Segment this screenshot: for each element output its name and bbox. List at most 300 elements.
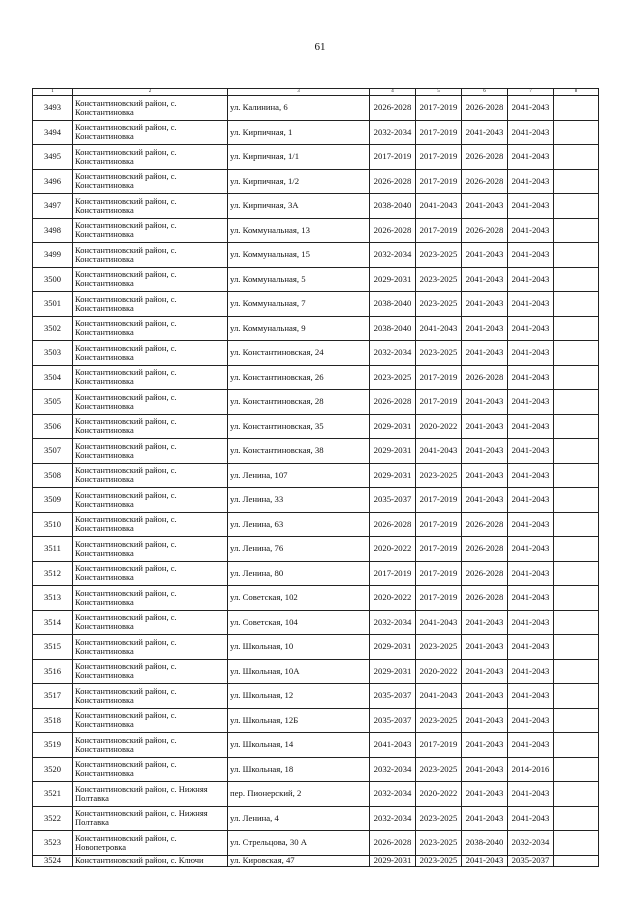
- notes-cell: [554, 684, 599, 709]
- district-cell: Константиновский район, с. Константиновка: [73, 561, 228, 586]
- period-cell: 2041-2043: [370, 733, 416, 758]
- period-cell: 2032-2034: [508, 831, 554, 856]
- address-cell: ул. Коммунальная, 13: [228, 218, 370, 243]
- table-row: [33, 512, 599, 537]
- period-cell: 2035-2037: [508, 855, 554, 866]
- address-cell: ул. Ленина, 4: [228, 806, 370, 831]
- district-cell: Константиновский район, с. Константиновка: [73, 341, 228, 366]
- period-cell: 2026-2028: [462, 218, 508, 243]
- district-cell: Константиновский район, с. Константиновка: [73, 488, 228, 513]
- row-number-cell: 3513: [33, 586, 73, 611]
- district-cell: Константиновский район, с. Константиновка: [73, 586, 228, 611]
- row-number-cell: 3507: [33, 439, 73, 464]
- period-cell: 2041-2043: [462, 659, 508, 684]
- address-cell: ул. Константиновская, 24: [228, 341, 370, 366]
- column-number: 6: [462, 89, 508, 96]
- period-cell: 2017-2019: [416, 218, 462, 243]
- district-cell: Константиновский район, с. Нижняя Полтавка: [73, 782, 228, 807]
- period-cell: 2023-2025: [416, 855, 462, 866]
- table-row: [33, 610, 599, 635]
- district-cell: Константиновский район, с. Константиновка: [73, 684, 228, 709]
- notes-cell: [554, 659, 599, 684]
- notes-cell: [554, 537, 599, 562]
- row-number-cell: 3514: [33, 610, 73, 635]
- period-cell: 2032-2034: [370, 806, 416, 831]
- period-cell: 2041-2043: [462, 782, 508, 807]
- address-cell: ул. Коммунальная, 7: [228, 292, 370, 317]
- period-cell: 2023-2025: [370, 365, 416, 390]
- table-row: [33, 635, 599, 660]
- period-cell: 2023-2025: [416, 708, 462, 733]
- row-number-cell: 3508: [33, 463, 73, 488]
- period-cell: 2038-2040: [370, 194, 416, 219]
- row-number-cell: 3517: [33, 684, 73, 709]
- district-cell: Константиновский район, с. Константиновка: [73, 610, 228, 635]
- period-cell: 2026-2028: [462, 561, 508, 586]
- district-cell: Константиновский район, с. Константиновка: [73, 414, 228, 439]
- period-cell: 2041-2043: [508, 341, 554, 366]
- period-cell: 2041-2043: [462, 610, 508, 635]
- period-cell: 2041-2043: [462, 120, 508, 145]
- row-number-cell: 3495: [33, 145, 73, 170]
- row-number-cell: 3503: [33, 341, 73, 366]
- period-cell: 2026-2028: [370, 390, 416, 415]
- period-cell: 2041-2043: [508, 684, 554, 709]
- notes-cell: [554, 292, 599, 317]
- address-cell: ул. Ленина, 76: [228, 537, 370, 562]
- row-number-cell: 3494: [33, 120, 73, 145]
- period-cell: 2041-2043: [508, 390, 554, 415]
- table-row: [33, 169, 599, 194]
- period-cell: 2017-2019: [416, 537, 462, 562]
- period-cell: 2041-2043: [462, 316, 508, 341]
- period-cell: 2023-2025: [416, 831, 462, 856]
- column-number: 3: [228, 89, 370, 96]
- period-cell: 2041-2043: [508, 610, 554, 635]
- address-cell: ул. Кирпичная, 3А: [228, 194, 370, 219]
- notes-cell: [554, 733, 599, 758]
- period-cell: 2032-2034: [370, 120, 416, 145]
- period-cell: 2026-2028: [370, 96, 416, 121]
- notes-cell: [554, 512, 599, 537]
- address-cell: ул. Ленина, 107: [228, 463, 370, 488]
- notes-cell: [554, 561, 599, 586]
- period-cell: 2041-2043: [508, 782, 554, 807]
- district-cell: Константиновский район, с. Константиновка: [73, 267, 228, 292]
- period-cell: 2041-2043: [462, 733, 508, 758]
- period-cell: 2038-2040: [370, 316, 416, 341]
- notes-cell: [554, 96, 599, 121]
- period-cell: 2023-2025: [416, 806, 462, 831]
- period-cell: 2020-2022: [370, 537, 416, 562]
- address-cell: ул. Кирпичная, 1/1: [228, 145, 370, 170]
- district-cell: Константиновский район, с. Константиновка: [73, 243, 228, 268]
- address-cell: ул. Коммунальная, 9: [228, 316, 370, 341]
- table-row: [33, 341, 599, 366]
- address-cell: ул. Кирпичная, 1: [228, 120, 370, 145]
- period-cell: 2041-2043: [462, 243, 508, 268]
- period-cell: 2017-2019: [416, 169, 462, 194]
- period-cell: 2041-2043: [462, 341, 508, 366]
- notes-cell: [554, 194, 599, 219]
- row-number-cell: 3498: [33, 218, 73, 243]
- column-number: 2: [73, 89, 228, 96]
- district-cell: Константиновский район, с. Константиновка: [73, 169, 228, 194]
- period-cell: 2041-2043: [508, 414, 554, 439]
- district-cell: Константиновский район, с. Константиновка: [73, 733, 228, 758]
- notes-cell: [554, 635, 599, 660]
- table-row: [33, 855, 599, 866]
- period-cell: 2032-2034: [370, 341, 416, 366]
- row-number-cell: 3515: [33, 635, 73, 660]
- period-cell: 2041-2043: [462, 292, 508, 317]
- address-cell: ул. Ленина, 63: [228, 512, 370, 537]
- row-number-cell: 3523: [33, 831, 73, 856]
- period-cell: 2041-2043: [462, 684, 508, 709]
- period-cell: 2041-2043: [508, 537, 554, 562]
- table-row: [33, 414, 599, 439]
- period-cell: 2032-2034: [370, 243, 416, 268]
- row-number-cell: 3518: [33, 708, 73, 733]
- period-cell: 2041-2043: [508, 488, 554, 513]
- period-cell: 2020-2022: [416, 782, 462, 807]
- row-number-cell: 3506: [33, 414, 73, 439]
- period-cell: 2026-2028: [370, 831, 416, 856]
- period-cell: 2029-2031: [370, 267, 416, 292]
- address-cell: ул. Константиновская, 38: [228, 439, 370, 464]
- notes-cell: [554, 243, 599, 268]
- notes-cell: [554, 145, 599, 170]
- period-cell: 2032-2034: [370, 782, 416, 807]
- notes-cell: [554, 316, 599, 341]
- period-cell: 2017-2019: [416, 365, 462, 390]
- notes-cell: [554, 831, 599, 856]
- period-cell: 2026-2028: [370, 512, 416, 537]
- period-cell: 2041-2043: [508, 316, 554, 341]
- district-cell: Константиновский район, с. Константиновка: [73, 96, 228, 121]
- page-number: 61: [314, 41, 326, 53]
- column-number: 4: [370, 89, 416, 96]
- period-cell: 2035-2037: [370, 684, 416, 709]
- period-cell: 2023-2025: [416, 341, 462, 366]
- period-cell: 2017-2019: [416, 561, 462, 586]
- period-cell: 2035-2037: [370, 488, 416, 513]
- table-row: [33, 145, 599, 170]
- column-number: 7: [508, 89, 554, 96]
- row-number-cell: 3496: [33, 169, 73, 194]
- row-number-cell: 3504: [33, 365, 73, 390]
- period-cell: 2041-2043: [462, 708, 508, 733]
- table-row: [33, 733, 599, 758]
- period-cell: 2029-2031: [370, 855, 416, 866]
- address-cell: пер. Пионерский, 2: [228, 782, 370, 807]
- address-cell: ул. Школьная, 12Б: [228, 708, 370, 733]
- district-cell: Константиновский район, с. Константиновка: [73, 316, 228, 341]
- period-cell: 2023-2025: [416, 635, 462, 660]
- period-cell: 2026-2028: [462, 365, 508, 390]
- notes-cell: [554, 488, 599, 513]
- district-cell: Константиновский район, с. Константиновка: [73, 218, 228, 243]
- row-number-cell: 3510: [33, 512, 73, 537]
- period-cell: 2041-2043: [508, 708, 554, 733]
- address-cell: ул. Ленина, 80: [228, 561, 370, 586]
- period-cell: 2020-2022: [416, 659, 462, 684]
- period-cell: 2041-2043: [416, 316, 462, 341]
- period-cell: 2041-2043: [416, 439, 462, 464]
- notes-cell: [554, 586, 599, 611]
- period-cell: 2023-2025: [416, 292, 462, 317]
- address-cell: ул. Константиновская, 28: [228, 390, 370, 415]
- table-row: [33, 439, 599, 464]
- table-row: [33, 463, 599, 488]
- column-number: 5: [416, 89, 462, 96]
- period-cell: 2041-2043: [462, 439, 508, 464]
- row-number-cell: 3519: [33, 733, 73, 758]
- row-number-cell: 3516: [33, 659, 73, 684]
- period-cell: 2041-2043: [508, 194, 554, 219]
- district-cell: Константиновский район, с. Константиновка: [73, 390, 228, 415]
- period-cell: 2032-2034: [370, 610, 416, 635]
- column-number: 1: [33, 89, 73, 96]
- notes-cell: [554, 806, 599, 831]
- notes-cell: [554, 218, 599, 243]
- period-cell: 2026-2028: [462, 537, 508, 562]
- table-row: [33, 782, 599, 807]
- row-number-cell: 3522: [33, 806, 73, 831]
- row-number-cell: 3521: [33, 782, 73, 807]
- period-cell: 2026-2028: [370, 169, 416, 194]
- period-cell: 2032-2034: [370, 757, 416, 782]
- table-row: [33, 365, 599, 390]
- table-row: [33, 292, 599, 317]
- address-cell: ул. Школьная, 12: [228, 684, 370, 709]
- table-row: [33, 316, 599, 341]
- period-cell: 2041-2043: [508, 635, 554, 660]
- row-number-cell: 3502: [33, 316, 73, 341]
- period-cell: 2029-2031: [370, 635, 416, 660]
- table-row: [33, 488, 599, 513]
- period-cell: 2041-2043: [508, 292, 554, 317]
- address-cell: ул. Советская, 104: [228, 610, 370, 635]
- period-cell: 2026-2028: [462, 169, 508, 194]
- table-row: [33, 757, 599, 782]
- period-cell: 2041-2043: [462, 855, 508, 866]
- period-cell: 2041-2043: [462, 635, 508, 660]
- table-row: [33, 96, 599, 121]
- period-cell: 2041-2043: [462, 463, 508, 488]
- row-number-cell: 3501: [33, 292, 73, 317]
- period-cell: 2026-2028: [370, 218, 416, 243]
- notes-cell: [554, 782, 599, 807]
- column-number: 8: [554, 89, 599, 96]
- district-cell: Константиновский район, с. Константиновка: [73, 659, 228, 684]
- period-cell: 2017-2019: [416, 733, 462, 758]
- period-cell: 2020-2022: [416, 414, 462, 439]
- period-cell: 2026-2028: [462, 96, 508, 121]
- notes-cell: [554, 341, 599, 366]
- district-cell: Константиновский район, с. Константиновка: [73, 537, 228, 562]
- notes-cell: [554, 365, 599, 390]
- district-cell: Константиновский район, с. Константиновка: [73, 757, 228, 782]
- address-cell: ул. Калинина, 6: [228, 96, 370, 121]
- district-cell: Константиновский район, с. Константиновка: [73, 145, 228, 170]
- period-cell: 2029-2031: [370, 463, 416, 488]
- period-cell: 2029-2031: [370, 659, 416, 684]
- notes-cell: [554, 390, 599, 415]
- table-row: [33, 537, 599, 562]
- notes-cell: [554, 463, 599, 488]
- period-cell: 2041-2043: [416, 684, 462, 709]
- row-number-cell: 3505: [33, 390, 73, 415]
- period-cell: 2026-2028: [462, 512, 508, 537]
- period-cell: 2041-2043: [508, 806, 554, 831]
- table-row: [33, 684, 599, 709]
- period-cell: 2041-2043: [508, 267, 554, 292]
- district-cell: Константиновский район, с. Константиновка: [73, 463, 228, 488]
- district-cell: Константиновский район, с. Ключи: [73, 855, 228, 866]
- district-cell: Константиновский район, с. Константиновка: [73, 194, 228, 219]
- table-row: [33, 243, 599, 268]
- period-cell: 2041-2043: [416, 194, 462, 219]
- address-cell: ул. Коммунальная, 15: [228, 243, 370, 268]
- address-cell: ул. Кировская, 47: [228, 855, 370, 866]
- table-row: [33, 586, 599, 611]
- address-cell: ул. Константиновская, 26: [228, 365, 370, 390]
- column-number-row: [33, 89, 599, 96]
- notes-cell: [554, 610, 599, 635]
- notes-cell: [554, 855, 599, 866]
- period-cell: 2041-2043: [508, 439, 554, 464]
- period-cell: 2023-2025: [416, 243, 462, 268]
- period-cell: 2041-2043: [508, 659, 554, 684]
- table-row: [33, 267, 599, 292]
- period-cell: 2041-2043: [508, 218, 554, 243]
- period-cell: 2026-2028: [462, 586, 508, 611]
- table-row: [33, 120, 599, 145]
- period-cell: 2041-2043: [508, 169, 554, 194]
- table-row: [33, 218, 599, 243]
- period-cell: 2020-2022: [370, 586, 416, 611]
- period-cell: 2041-2043: [416, 610, 462, 635]
- row-number-cell: 3520: [33, 757, 73, 782]
- period-cell: 2017-2019: [416, 96, 462, 121]
- period-cell: 2017-2019: [416, 512, 462, 537]
- address-cell: ул. Советская, 102: [228, 586, 370, 611]
- period-cell: 2038-2040: [370, 292, 416, 317]
- district-cell: Константиновский район, с. Константиновка: [73, 708, 228, 733]
- address-cell: ул. Кирпичная, 1/2: [228, 169, 370, 194]
- period-cell: 2041-2043: [508, 733, 554, 758]
- period-cell: 2041-2043: [462, 806, 508, 831]
- row-number-cell: 3500: [33, 267, 73, 292]
- notes-cell: [554, 439, 599, 464]
- table-row: [33, 806, 599, 831]
- period-cell: 2041-2043: [508, 365, 554, 390]
- period-cell: 2041-2043: [508, 561, 554, 586]
- address-cell: ул. Ленина, 33: [228, 488, 370, 513]
- address-cell: ул. Константиновская, 35: [228, 414, 370, 439]
- period-cell: 2017-2019: [416, 145, 462, 170]
- row-number-cell: 3499: [33, 243, 73, 268]
- period-cell: 2041-2043: [462, 488, 508, 513]
- notes-cell: [554, 120, 599, 145]
- table-body: [33, 96, 599, 867]
- row-number-cell: 3493: [33, 96, 73, 121]
- period-cell: 2029-2031: [370, 414, 416, 439]
- row-number-cell: 3497: [33, 194, 73, 219]
- district-cell: Константиновский район, с. Константиновка: [73, 292, 228, 317]
- row-number-cell: 3524: [33, 855, 73, 866]
- district-cell: Константиновский район, с. Новопетровка: [73, 831, 228, 856]
- table-row: [33, 659, 599, 684]
- period-cell: 2041-2043: [508, 243, 554, 268]
- district-cell: Константиновский район, с. Константиновка: [73, 635, 228, 660]
- row-number-cell: 3509: [33, 488, 73, 513]
- address-cell: ул. Школьная, 18: [228, 757, 370, 782]
- period-cell: 2023-2025: [416, 267, 462, 292]
- period-cell: 2041-2043: [462, 267, 508, 292]
- district-cell: Константиновский район, с. Константиновка: [73, 120, 228, 145]
- period-cell: 2017-2019: [370, 145, 416, 170]
- table-row: [33, 708, 599, 733]
- schedule-table: [32, 88, 599, 867]
- period-cell: 2041-2043: [508, 512, 554, 537]
- period-cell: 2017-2019: [416, 488, 462, 513]
- period-cell: 2029-2031: [370, 439, 416, 464]
- address-cell: ул. Школьная, 10: [228, 635, 370, 660]
- notes-cell: [554, 169, 599, 194]
- period-cell: 2041-2043: [508, 586, 554, 611]
- table-row: [33, 390, 599, 415]
- period-cell: 2017-2019: [416, 586, 462, 611]
- district-cell: Константиновский район, с. Константиновка: [73, 512, 228, 537]
- period-cell: 2041-2043: [462, 390, 508, 415]
- address-cell: ул. Школьная, 14: [228, 733, 370, 758]
- period-cell: 2041-2043: [508, 96, 554, 121]
- period-cell: 2041-2043: [508, 463, 554, 488]
- period-cell: 2023-2025: [416, 463, 462, 488]
- notes-cell: [554, 757, 599, 782]
- row-number-cell: 3512: [33, 561, 73, 586]
- period-cell: 2041-2043: [508, 120, 554, 145]
- period-cell: 2041-2043: [462, 194, 508, 219]
- period-cell: 2023-2025: [416, 757, 462, 782]
- district-cell: Константиновский район, с. Нижняя Полтавка: [73, 806, 228, 831]
- address-cell: ул. Школьная, 10А: [228, 659, 370, 684]
- period-cell: 2041-2043: [462, 414, 508, 439]
- notes-cell: [554, 708, 599, 733]
- district-cell: Константиновский район, с. Константиновка: [73, 439, 228, 464]
- period-cell: 2017-2019: [370, 561, 416, 586]
- address-cell: ул. Стрельцова, 30 А: [228, 831, 370, 856]
- period-cell: 2038-2040: [462, 831, 508, 856]
- period-cell: 2026-2028: [462, 145, 508, 170]
- notes-cell: [554, 267, 599, 292]
- address-cell: ул. Коммунальная, 5: [228, 267, 370, 292]
- notes-cell: [554, 414, 599, 439]
- period-cell: 2014-2016: [508, 757, 554, 782]
- table-row: [33, 831, 599, 856]
- period-cell: 2041-2043: [462, 757, 508, 782]
- period-cell: 2017-2019: [416, 120, 462, 145]
- table-row: [33, 561, 599, 586]
- district-cell: Константиновский район, с. Константиновка: [73, 365, 228, 390]
- period-cell: 2017-2019: [416, 390, 462, 415]
- period-cell: 2041-2043: [508, 145, 554, 170]
- period-cell: 2035-2037: [370, 708, 416, 733]
- table-row: [33, 194, 599, 219]
- row-number-cell: 3511: [33, 537, 73, 562]
